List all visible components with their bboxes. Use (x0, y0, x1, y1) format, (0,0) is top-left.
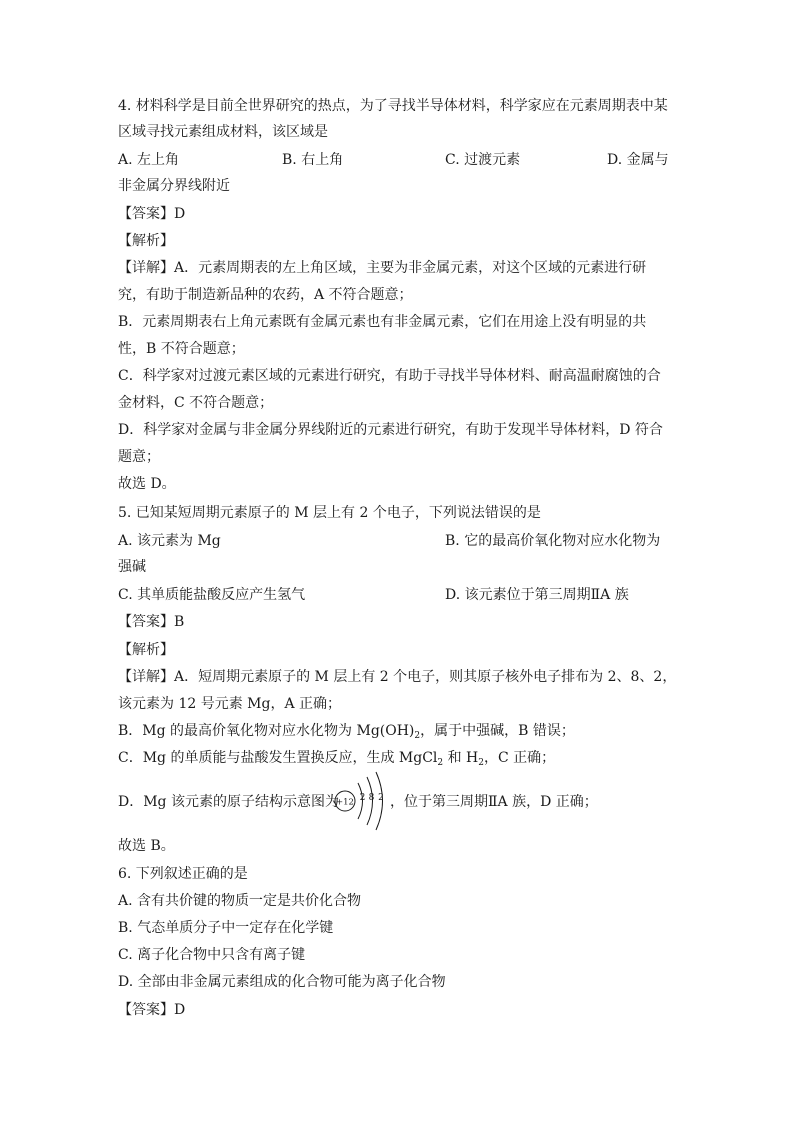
q4-detail-3b: 金材料，C 不符合题意； (118, 395, 274, 411)
subscript: 2 (414, 731, 421, 741)
q4-detail-1b: 究，有助于制造新品种的农药，A 不符合题意； (118, 287, 413, 303)
q5-detail-3-mid: 和 H (443, 750, 479, 766)
shell-3-electrons: 2 (378, 793, 384, 803)
q5-detail-1b: 该元素为 12 号元素 Mg，A 正确； (118, 696, 342, 712)
q5-detail-3-tail: ，C 正确； (483, 750, 556, 766)
q6-option-a: A. 含有共价键的物质一定是共价化合物 (118, 893, 362, 909)
q5-option-a: A. 该元素为 Mg (118, 533, 221, 549)
q6-option-b: B. 气态单质分子中一定存在化学键 (118, 920, 334, 936)
q6-answer: 【答案】D (118, 1002, 186, 1018)
q5-detail-1a: 【详解】A．短周期元素原子的 M 层上有 2 个电子，则其原子核外电子排布为 2、8、2， (118, 669, 677, 685)
q5-answer: 【答案】B (118, 614, 185, 630)
q5-option-b: B. 它的最高价氧化物对应水化物为 (445, 533, 661, 549)
q5-option-d: D. 该元素位于第三周期ⅡA 族 (445, 587, 629, 603)
q4-detail-4b: 题意； (118, 449, 160, 465)
q4-conclusion: 故选 D。 (118, 476, 176, 492)
q4-detail-3a: C．科学家对过渡元素区域的元素进行研究，有助于寻找半导体材料、耐高温耐腐蚀的合 (118, 368, 661, 384)
q4-detail-1a: 【详解】A．元素周期表的左上角区域，主要为非金属元素，对这个区域的元素进行研 (118, 260, 647, 276)
nucleus-charge-label: +12 (336, 797, 354, 808)
q4-option-c: C. 过渡元素 (445, 152, 521, 168)
q5-stem: 5. 已知某短周期元素原子的 M 层上有 2 个电子，下列说法错误的是 (118, 505, 541, 521)
q5-detail-4-tail: ，位于第三周期ⅡA 族，D 正确； (390, 794, 598, 810)
q4-option-b: B. 右上角 (282, 152, 344, 168)
q5-detail-2-tail: ，属于中强碱，B 错误； (420, 723, 575, 739)
q4-detail-2b: 性，B 不符合题意； (118, 341, 245, 357)
q5-detail-4-text: D．Mg 该元素的原子结构示意图为 (118, 794, 339, 810)
q5-option-c: C. 其单质能盐酸反应产生氢气 (118, 587, 306, 603)
subscript: 2 (478, 758, 484, 768)
mg-atomic-structure-diagram (334, 770, 390, 832)
q4-option-d: D. 金属与 (607, 152, 669, 168)
q5-conclusion: 故选 B。 (118, 838, 175, 854)
shell-2-electrons: 8 (368, 793, 375, 803)
q6-option-c: C. 离子化合物中只含有离子键 (118, 947, 306, 963)
q6-stem: 6. 下列叙述正确的是 (118, 866, 248, 882)
subscript: 2 (437, 758, 444, 768)
q5-detail-3-text: C．Mg 的单质能与盐酸发生置换反应，生成 MgCl (118, 750, 438, 766)
q4-stem-line1: 4. 材料科学是目前全世界研究的热点，为了寻找半导体材料，科学家应在元素周期表中某 (118, 98, 668, 114)
q5-option-b-continued: 强碱 (118, 559, 146, 575)
q4-answer: 【答案】D (118, 206, 186, 222)
shell-1-electrons: 2 (359, 793, 366, 803)
q4-detail-2a: B．元素周期表右上角元素既有金属元素也有非金属元素，它们在用途上没有明显的共 (118, 314, 647, 330)
q4-option-a: A. 左上角 (118, 152, 180, 168)
q4-option-d-continued: 非金属分界线附近 (118, 178, 230, 194)
q5-detail-2-text: B．Mg 的最高价氧化物对应水化物为 Mg(OH) (118, 723, 415, 739)
q4-analysis-label: 【解析】 (118, 233, 174, 249)
q5-detail-2 (118, 721, 575, 746)
q5-analysis-label: 【解析】 (118, 642, 174, 658)
q4-detail-4a: D．科学家对金属与非金属分界线附近的元素进行研究，有助于发现半导体材料，D 符合 (118, 422, 663, 438)
q6-option-d: D. 全部由非金属元素组成的化合物可能为离子化合物 (118, 974, 446, 990)
q4-stem-line2: 区域寻找元素组成材料，该区域是 (118, 124, 328, 140)
